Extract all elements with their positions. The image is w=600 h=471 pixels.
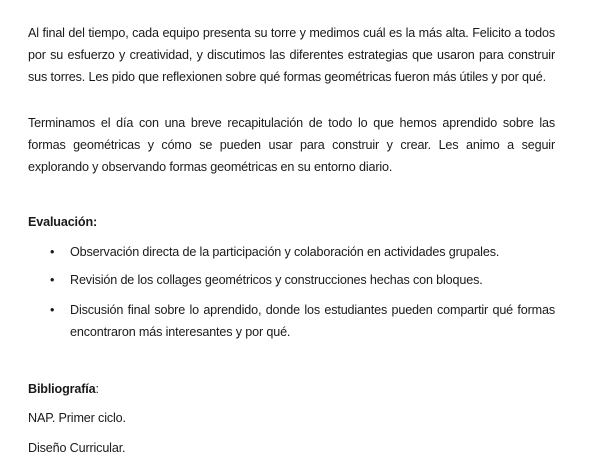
paragraph-recap: Terminamos el día con una breve recapitulación de todo lo que hemos aprendido sobre las formas geométricas y cómo se pueden usar para construir y crear. Les animo a seguir explorando y observando formas geométricas en su entorno diario. xyxy=(28,116,555,174)
evaluation-item: Discusión final sobre lo aprendido, donde los estudiantes pueden compartir qué formas encontraron más interesantes y por qué. xyxy=(70,303,555,339)
bibliography-heading-text: Bibliografía xyxy=(28,382,96,396)
bullet-icon: • xyxy=(50,245,55,259)
bullet-icon: • xyxy=(50,273,55,287)
paragraph-closing-activity: Al final del tiempo, cada equipo presenta su torre y medimos cuál es la más alta. Felicito a todos por su esfuerzo y creatividad, y discutimos las diferentes estrategias que usaron para construir sus torres. Les pido que reflexionen sobre qué formas geométricas fueron más útiles y por qué. xyxy=(28,26,555,84)
bibliography-heading xyxy=(28,378,555,400)
bibliography-item: Diseño Curricular. xyxy=(28,441,126,455)
evaluation-heading: Evaluación: xyxy=(28,215,98,229)
bibliography-colon: : xyxy=(95,382,99,396)
bibliography-item: NAP. Primer ciclo. xyxy=(28,411,126,425)
evaluation-item: Revisión de los collages geométricos y construcciones hechas con bloques. xyxy=(70,273,483,287)
evaluation-item: Observación directa de la participación y colaboración en actividades grupales. xyxy=(70,245,500,259)
bullet-icon: • xyxy=(50,303,55,317)
